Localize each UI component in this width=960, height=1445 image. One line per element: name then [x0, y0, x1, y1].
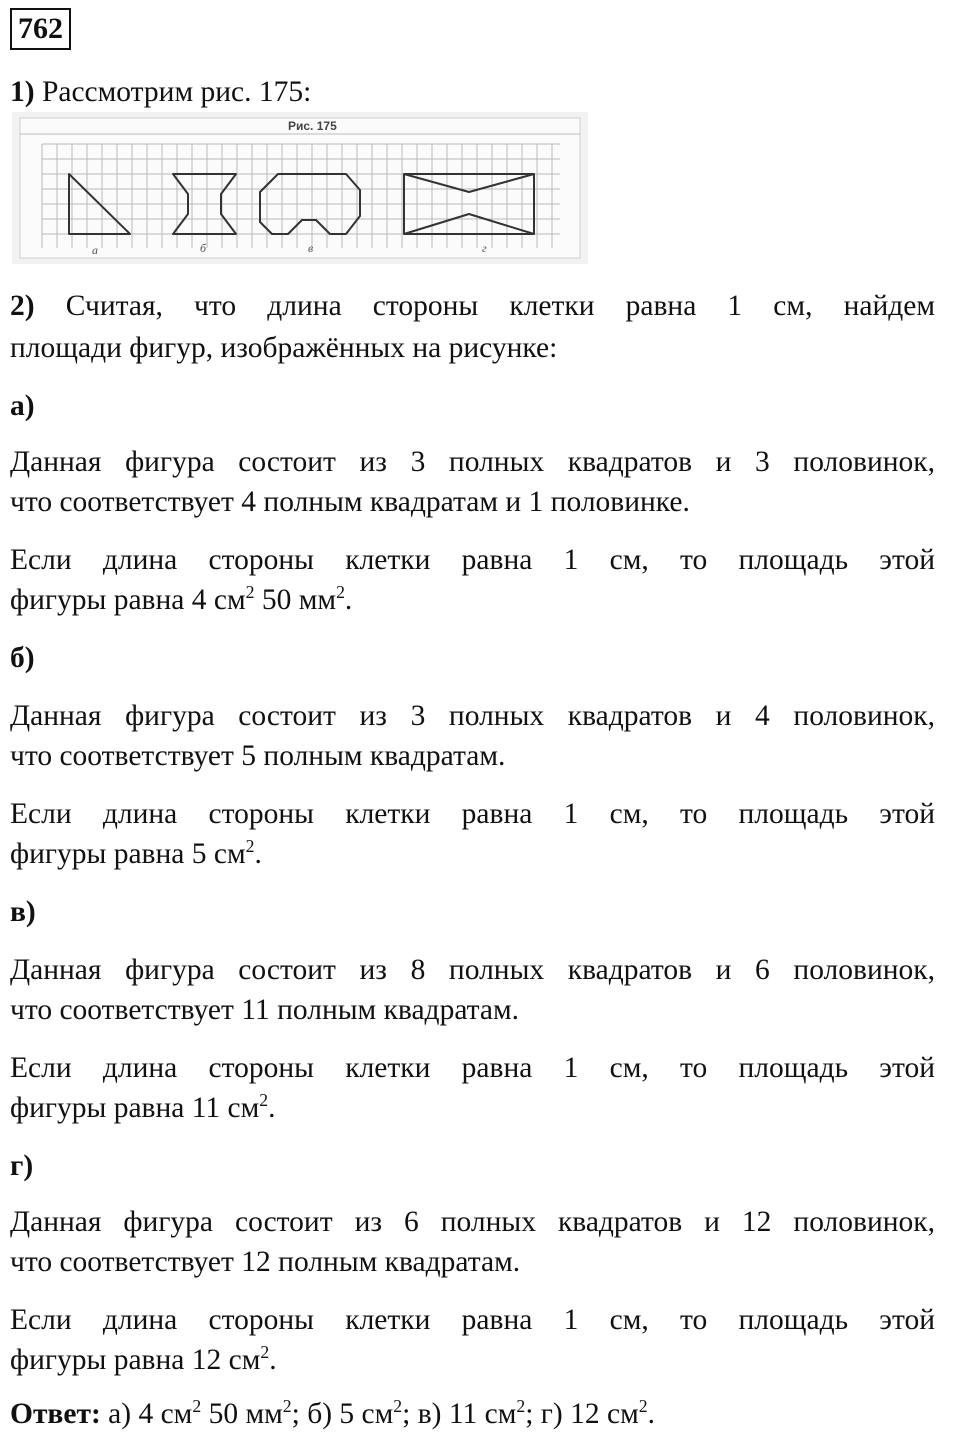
figure-label-v: в: [308, 241, 314, 255]
part-v-label-text: в): [10, 896, 36, 928]
part-v-desc2: что соответствует 11 полным квадратам.: [10, 994, 520, 1026]
part-b-label-text: б): [10, 642, 35, 674]
sup: 2: [282, 1396, 292, 1417]
part-v-desc1: Данная фигура состоит из 8 полных квадратов и 6 половинок,: [10, 954, 935, 986]
part-v-area-suffix: .: [268, 1092, 276, 1124]
figure-175: [12, 112, 588, 264]
step1-label: 1): [10, 76, 35, 108]
part-g-area-suffix: .: [269, 1344, 277, 1376]
step1-line: [10, 72, 935, 112]
part-v-area-prefix: фигуры равна 11 см: [10, 1092, 260, 1124]
part-a-area1: Если длина стороны клетки равна 1 см, то площадь этой: [10, 544, 935, 576]
part-b-area1: Если длина стороны клетки равна 1 см, то площадь этой: [10, 798, 935, 830]
answer-g: ; г) 12 см: [525, 1398, 639, 1430]
part-b-area-prefix: фигуры равна 5 см: [10, 838, 246, 870]
step2-line1: [10, 286, 935, 326]
part-b-desc1: Данная фигура состоит из 3 полных квадратов и 4 половинок,: [10, 700, 935, 732]
part-g-area2: [10, 1340, 935, 1380]
step2-text1: Считая, что длина стороны клетки равна 1 см, найдем: [65, 290, 936, 322]
sup: 2: [259, 1090, 269, 1111]
part-a-area-suffix: .: [344, 584, 353, 616]
part-b-desc2: что соответствует 5 полным квадратам.: [10, 740, 506, 772]
answer-v: ; в) 11 см: [402, 1398, 517, 1430]
part-a-label-text: а): [10, 390, 35, 422]
sup: 2: [638, 1396, 648, 1417]
part-b-area-suffix: .: [254, 838, 262, 870]
part-g-label: [10, 1146, 935, 1186]
part-b-area2: [10, 834, 935, 874]
part-g-area-prefix: фигуры равна 12 см: [10, 1344, 261, 1376]
part-g-label-text: г): [10, 1150, 34, 1182]
part-a-area2: [10, 580, 935, 620]
task-number: 762: [10, 8, 71, 50]
part-a-area-prefix: фигуры равна 4 см: [10, 584, 246, 616]
step2-line2: площади фигур, изображённых на рисунке:: [10, 332, 558, 364]
part-a-desc1: Данная фигура состоит из 3 полных квадратов и 3 половинок,: [10, 446, 935, 478]
answer-label: Ответ:: [10, 1398, 101, 1430]
answer-a: а) 4 см: [100, 1398, 193, 1430]
sup: 2: [516, 1396, 526, 1417]
step2-label: 2): [10, 290, 35, 322]
figure-label-b: б: [200, 241, 207, 255]
answer-end: .: [647, 1398, 655, 1430]
figure-caption: Рис. 175: [288, 119, 337, 133]
sup: 2: [245, 836, 255, 857]
part-v-area1: Если длина стороны клетки равна 1 см, то площадь этой: [10, 1052, 935, 1084]
sup: 2: [260, 1342, 270, 1363]
answer-b: ; б) 5 см: [291, 1398, 394, 1430]
part-b-label: [10, 638, 935, 678]
sup: 2: [393, 1396, 403, 1417]
step1-text: Рассмотрим рис. 175:: [41, 76, 312, 108]
part-v-label: [10, 892, 935, 932]
part-a-desc2: что соответствует 4 полным квадратам и 1 половинке.: [10, 486, 690, 518]
part-a-area-mid: 50 мм: [254, 584, 337, 616]
part-g-desc2: что соответствует 12 полным квадратам.: [10, 1246, 521, 1278]
answer-a-mid: 50 мм: [201, 1398, 283, 1430]
figure-label-g: г: [482, 241, 487, 255]
sup: 2: [336, 582, 345, 603]
part-g-area1: Если длина стороны клетки равна 1 см, то площадь этой: [10, 1304, 935, 1336]
part-a-label: [10, 386, 935, 426]
figure-label-a: а: [92, 243, 98, 257]
sup: 2: [245, 582, 255, 603]
answer-line: [10, 1394, 935, 1434]
sup: 2: [192, 1396, 202, 1417]
part-g-desc1: Данная фигура состоит из 6 полных квадратов и 12 половинок,: [10, 1206, 935, 1238]
part-v-area2: [10, 1088, 935, 1128]
